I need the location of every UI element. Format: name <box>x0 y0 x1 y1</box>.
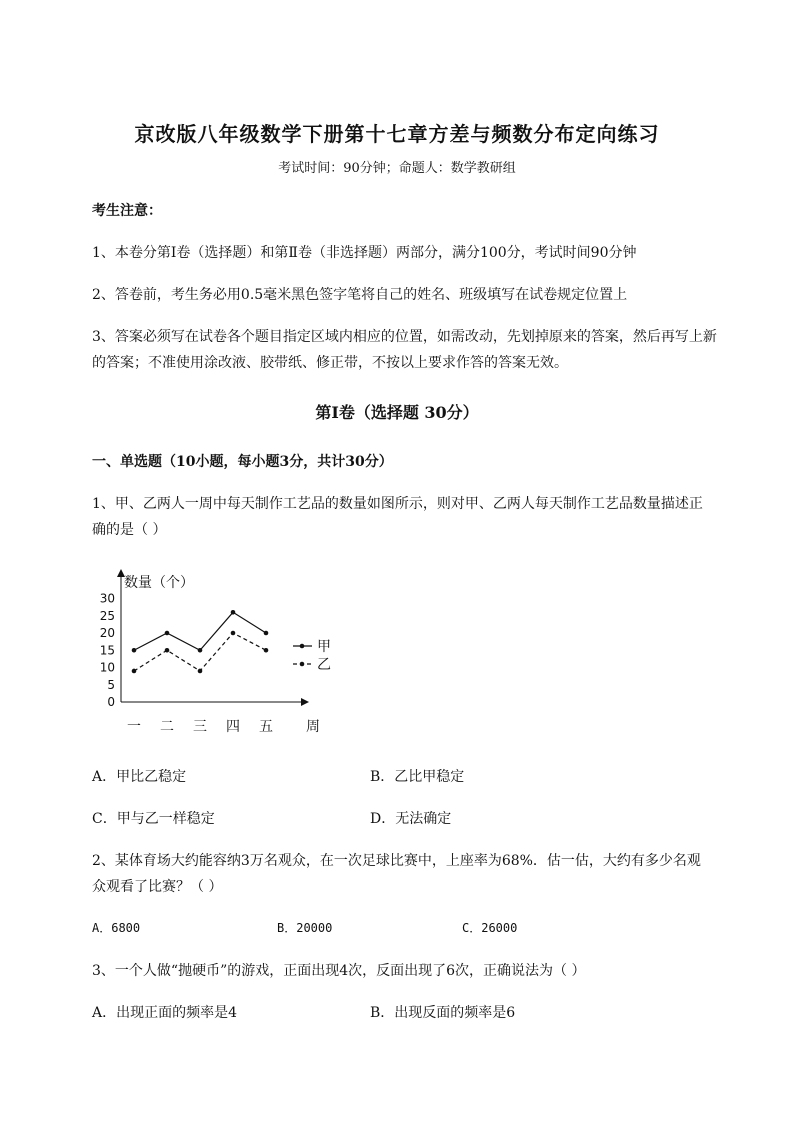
question-2-stem-cont: 众观看了比赛？（ ） <box>92 879 223 895</box>
q1-option-a[interactable]: A．甲比乙稳定 <box>92 769 187 785</box>
question-1-stem-cont: 确的是（ ） <box>92 522 167 538</box>
x-tick-label: 一 <box>127 719 141 735</box>
legend-marker <box>300 662 305 667</box>
q1-option-b[interactable]: B．乙比甲稳定 <box>370 769 465 785</box>
data-point <box>165 648 170 653</box>
q2-option-a[interactable]: A．6800 <box>92 921 141 935</box>
y-tick-label: 0 <box>107 695 115 709</box>
series-line-1 <box>134 612 266 650</box>
question-2-stem: 2、某体育场大约能容纳3万名观众，在一次足球比赛中，上座率为68%．估一估，大约有多少名观 <box>92 853 701 869</box>
line-chart <box>90 565 340 740</box>
legend-label: 乙 <box>317 657 331 673</box>
data-point <box>198 648 203 653</box>
x-tick-label: 四 <box>226 719 240 735</box>
question-3-stem: 3、一个人做“抛硬币”的游戏，正面出现4次，反面出现了6次，正确说法为（ ） <box>92 963 586 979</box>
x-axis-label: 周 <box>306 719 320 735</box>
data-point <box>165 631 170 636</box>
part-heading: 一、单选题（10小题，每小题3分，共计30分） <box>92 454 393 470</box>
question-1-stem: 1、甲、乙两人一周中每天制作工艺品的数量如图所示，则对甲、乙两人每天制作工艺品数量描述正 <box>92 496 703 512</box>
data-point <box>264 631 269 636</box>
data-point <box>132 648 137 653</box>
notice-heading: 考生注意： <box>92 203 162 219</box>
q1-option-d[interactable]: D．无法确定 <box>370 811 452 827</box>
y-tick-label: 30 <box>99 591 115 606</box>
q2-option-b[interactable]: B．20000 <box>277 921 333 935</box>
y-tick-label: 5 <box>107 677 115 692</box>
legend-label: 甲 <box>317 639 331 655</box>
notice-item-3-cont: 的答案；不准使用涂改液、胶带纸、修正带，不按以上要求作答的答案无效。 <box>92 355 568 371</box>
y-axis-label: 数量（个） <box>124 575 194 591</box>
y-tick-label: 10 <box>99 660 115 675</box>
data-point <box>231 631 236 636</box>
q2-option-c[interactable]: C．26000 <box>462 921 518 935</box>
x-tick-label: 五 <box>259 719 273 735</box>
y-tick-label: 25 <box>99 608 115 623</box>
x-tick-label: 二 <box>160 719 174 735</box>
notice-item-3: 3、答案必须写在试卷各个题目指定区域内相应的位置，如需改动，先划掉原来的答案，然后再写上新 <box>92 329 717 345</box>
section-title: 第I卷（选择题 30分） <box>315 403 479 422</box>
legend-marker <box>300 644 305 649</box>
y-tick-label: 15 <box>99 643 115 658</box>
y-tick-label: 20 <box>99 626 115 640</box>
data-point <box>198 669 203 674</box>
data-point <box>132 669 137 674</box>
q3-option-b[interactable]: B．出现反面的频率是6 <box>370 1005 516 1021</box>
notice-item-1: 1、本卷分第I卷（选择题）和第Ⅱ卷（非选择题）两部分，满分100分，考试时间90分钟 <box>92 245 637 261</box>
data-point <box>231 610 236 615</box>
q3-option-a[interactable]: A．出现正面的频率是4 <box>92 1005 238 1021</box>
x-tick-label: 三 <box>193 719 207 735</box>
notice-item-2: 2、答卷前，考生务必用0.5毫米黑色签字笔将自己的姓名、班级填写在试卷规定位置上 <box>92 287 628 303</box>
data-point <box>264 648 269 653</box>
q1-option-c[interactable]: C．甲与乙一样稳定 <box>92 811 215 827</box>
exam-info: 考试时间：90分钟；命题人：数学教研组 <box>278 161 516 176</box>
page-title: 京改版八年级数学下册第十七章方差与频数分布定向练习 <box>134 122 660 146</box>
